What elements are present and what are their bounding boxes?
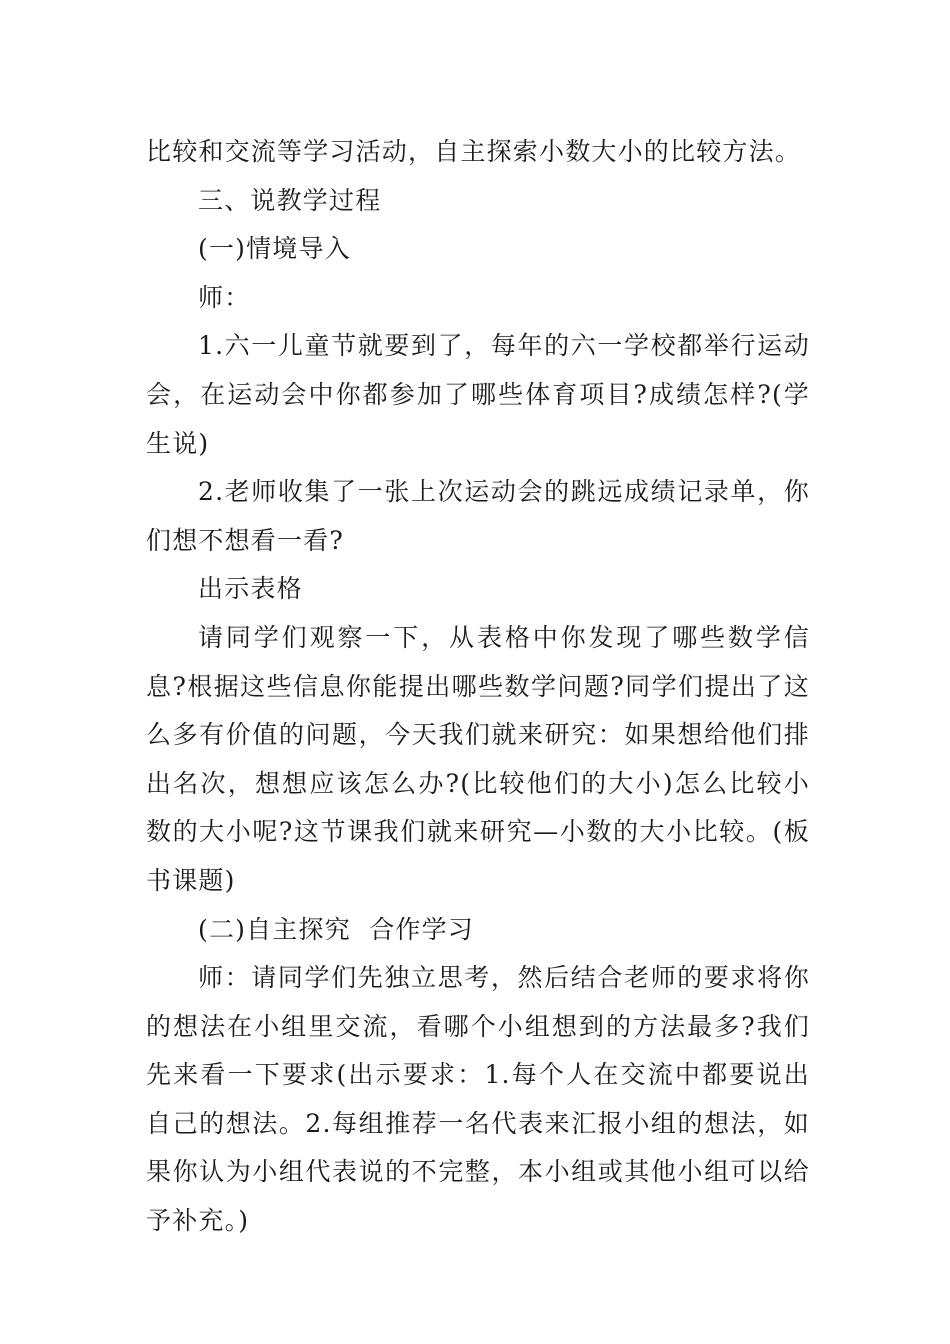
paragraph-show-table: 出示表格 — [198, 574, 303, 604]
paragraph-intro-continuation: 比较和交流等学习活动，自主探索小数大小的比较方法。 — [146, 137, 802, 166]
paragraph-observe: 请同学们观察一下，从表格中你发现了哪些数学信息?根据这些信息你能提出哪些数学问题?同学们提出了这么多有价值的问题，今天我们就来研究：如果想给他们排出名次，想想应该怎么办?(比较他们的大小)怎么比较小数的大小呢?这节课我们就来研究—小数的大小比较。(板书课题) — [146, 622, 810, 895]
paragraph-item-1: 1.六一儿童节就要到了，每年的六一学校都举行运动会，在运动会中你都参加了哪些体育项目?成绩怎样?(学生说) — [146, 331, 810, 458]
paragraph-teacher-instructions: 师：请同学们先独立思考，然后结合老师的要求将你的想法在小组里交流，看哪个小组想到的方法最多?我们先来看一下要求(出示要求：1.每个人在交流中都要说出自己的想法。2.每组推荐一名代表来汇报小组的想法，如果你认为小组代表说的不完整，本小组或其他小组可以给予补充。) — [146, 963, 810, 1236]
subsection-heading-situation-intro: (一)情境导入 — [198, 234, 351, 264]
paragraph-teacher-label: 师： — [198, 282, 251, 312]
document-body — [146, 128, 810, 1246]
paragraph-item-2: 2.老师收集了一张上次运动会的跳远成绩记录单，你们想不想看一看? — [146, 477, 810, 555]
subsection-heading-explore: (二)自主探究 合作学习 — [198, 914, 475, 944]
section-heading-teaching-process: 三、说教学过程 — [198, 185, 382, 215]
